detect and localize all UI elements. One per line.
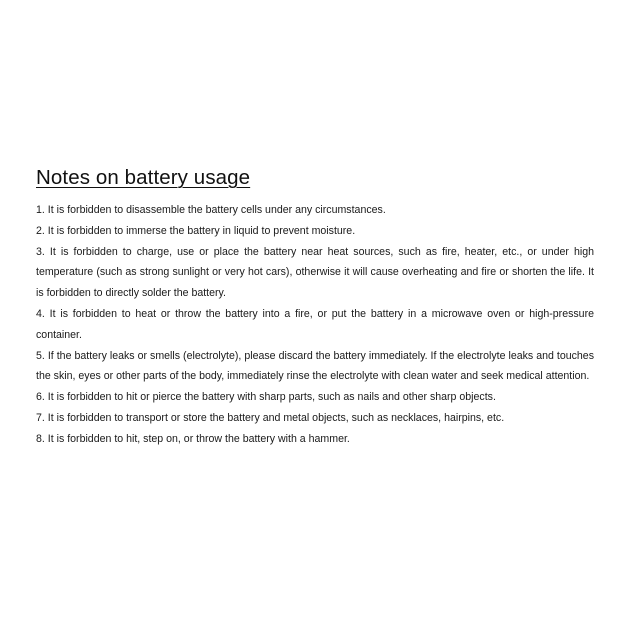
notes-list bbox=[36, 200, 594, 450]
document-title: Notes on battery usage bbox=[36, 166, 251, 189]
note-item-2: 2. It is forbidden to immerse the battery in liquid to prevent moisture. bbox=[36, 224, 356, 237]
note-item-1: 1. It is forbidden to disassemble the battery cells under any circumstances. bbox=[36, 204, 386, 216]
note-item-4: 4. It is forbidden to heat or throw the battery into a fire, or put the battery in a microwave oven or high-pressure container. bbox=[36, 307, 594, 341]
note-item-8: 8. It is forbidden to hit, step on, or throw the battery with a hammer. bbox=[36, 432, 350, 445]
note-item-7: 7. It is forbidden to transport or store the battery and metal objects, such as necklaces, hairpins, etc. bbox=[36, 411, 505, 424]
document-content bbox=[36, 164, 594, 450]
note-item-5: 5. If the battery leaks or smells (electrolyte), please discard the battery immediately. If the electrolyte leaks and touches the skin, eyes or other parts of the body, immediately rinse the electrolyte with clean water and seek medical attention. bbox=[36, 349, 594, 383]
note-item-6: 6. It is forbidden to hit or pierce the battery with sharp parts, such as nails and other sharp objects. bbox=[36, 391, 496, 404]
note-item-3: 3. It is forbidden to charge, use or place the battery near heat sources, such as fire, heater, etc., or under high temperature (such as strong sunlight or very hot cars), otherwise it will cause overheating and fire or shorten the life. It is forbidden to directly solder the battery. bbox=[36, 245, 594, 300]
